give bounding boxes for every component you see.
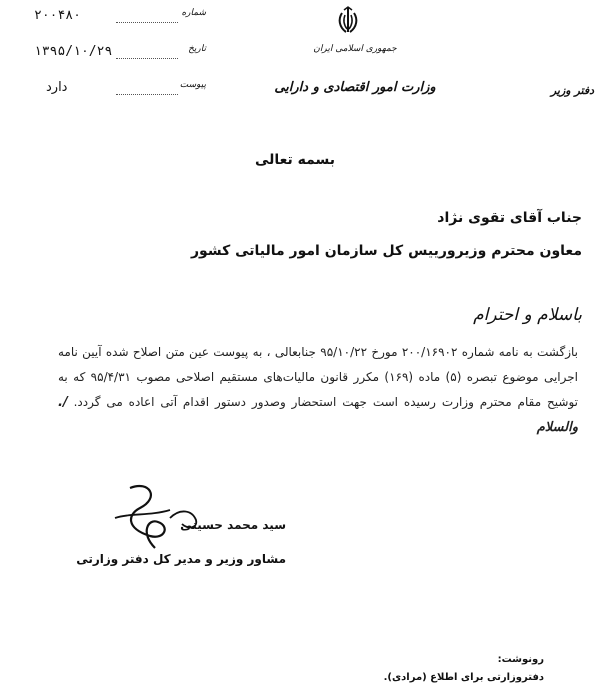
letter-number-label: شماره <box>181 8 206 18</box>
bismillah-heading: بسمه تعالی <box>254 152 336 168</box>
letter-body-text: بازگشت به نامه شماره ۲۰۰/۱۶۹۰۲ مورخ ۹۵/۱۰/۲۲ جنابعالی ، به پیوست عین متن اصلاح شده آیین نامه اجرایی موضوع تبصره (۵) ماده (۱۶۹) مکرر قانون مالیات‌های مستقیم اصلاحی مصوب ۹۵/۴/۳۱ که به توشیح مقام محترم وزارت رسیده است جهت استحضار وصدور دستور اقدام آتی اعاده می گردد. <box>58 345 579 409</box>
dotted-line <box>116 58 178 59</box>
recipient-title: معاون محترم وزیرورییس کل سازمان امور مالیاتی کشور <box>191 243 582 259</box>
office-title: دفتر وزیر <box>550 84 594 97</box>
attachment-value: دارد <box>46 80 68 95</box>
letter-body <box>58 340 578 440</box>
cc-heading: رونوشت: <box>497 654 544 665</box>
letter-number-row <box>6 8 206 28</box>
attachment-row <box>6 80 206 100</box>
signatory-name: سید محمد حسینی <box>180 518 286 532</box>
recipient-name: جناب آقای تقوی نژاد <box>437 210 582 226</box>
attachment-label: پیوست <box>179 80 206 90</box>
dotted-line <box>116 22 178 23</box>
salutation: باسلام و احترام <box>473 305 582 325</box>
dotted-line <box>116 94 178 95</box>
republic-title: جمهوری اسلامی ایران <box>313 44 397 54</box>
ministry-title: وزارت امور اقتصادی و دارایی <box>274 80 436 95</box>
letter-number: ۲۰۰۴۸۰ <box>34 8 81 23</box>
letter-date-row <box>6 44 206 64</box>
iran-emblem-icon <box>332 5 364 37</box>
letter-date: ۱۳۹۵/۱۰/۲۹ <box>34 44 113 59</box>
letter-date-label: تاریخ <box>188 44 206 54</box>
cc-recipient: دفتروزارتی برای اطلاع (مرادی). <box>383 672 544 683</box>
signatory-title: مشاور وزیر و مدیر کل دفتر وزارتی <box>76 552 286 566</box>
letter-closing: /. والسلام <box>58 395 578 435</box>
